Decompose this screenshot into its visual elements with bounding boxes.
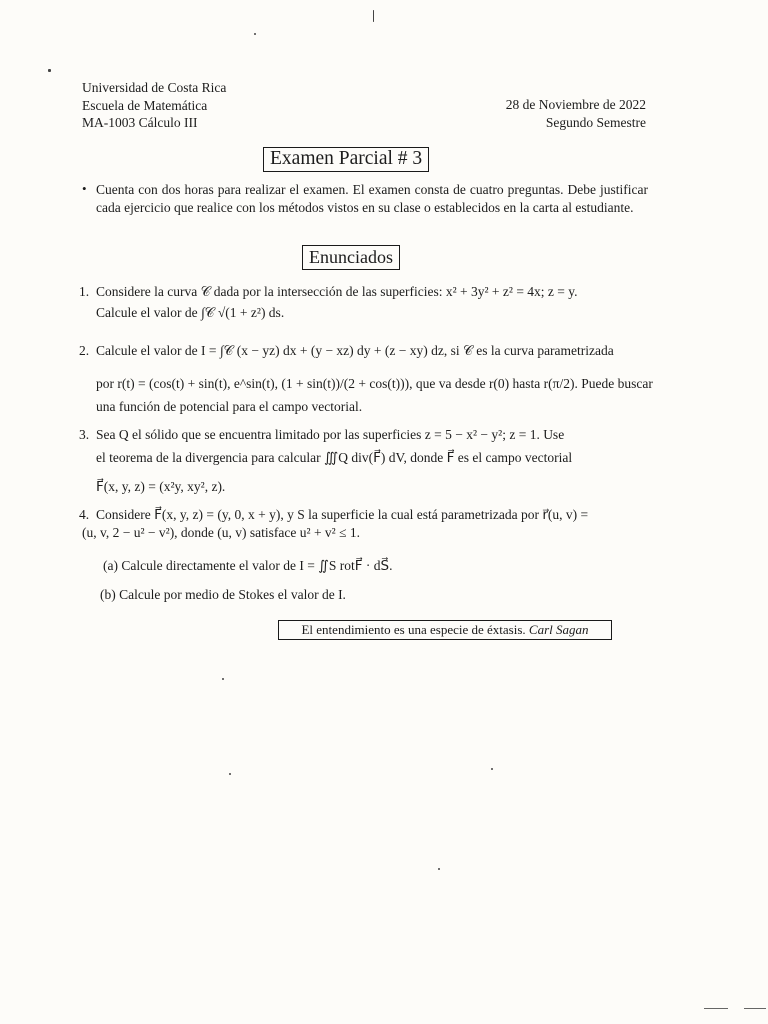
question-text: Considere la curva 𝒞 dada por la intersección de las superficies: x² + 3y² + z² = 4x; z = y. <box>96 284 578 299</box>
question-text <box>96 376 653 392</box>
bullet-icon: • <box>82 181 87 196</box>
question-text-pre: por r(t) = <box>96 376 146 391</box>
scan-speck <box>229 773 231 775</box>
closing-quote <box>278 620 612 640</box>
university-name: Universidad de Costa Rica <box>82 80 227 95</box>
part-a <box>103 558 393 574</box>
question-text-pre: el teorema de la divergencia para calcular <box>96 450 321 465</box>
instructions-text: Cuenta con dos horas para realizar el examen. El examen consta de cuatro preguntas. Debe justificar cada ejercicio que realice con los métodos vistos en su clase o establecidos en la carta al estudiante. <box>96 182 648 215</box>
question-text <box>96 343 614 359</box>
question-text-post: , donde F⃗ es el campo vectorial <box>403 450 573 465</box>
scan-speck <box>254 33 256 35</box>
question-text: Sea Q el sólido que se encuentra limitado por las superficies z = 5 − x² − y²; z = 1. Use <box>96 427 565 442</box>
math-expression: I = ∫𝒞 (x − yz) dx + (y − xz) dy + (z − xy) dz, si 𝒞 es la curva parametrizada <box>200 343 614 358</box>
scan-dash <box>744 1008 766 1009</box>
question-number: 2. <box>79 343 90 358</box>
scan-speck <box>373 10 374 22</box>
exam-date: 28 de Noviembre de 2022 <box>505 97 646 112</box>
part-text: Calcule directamente el valor de <box>121 558 297 573</box>
scan-speck <box>438 868 440 870</box>
part-label: (b) <box>100 587 116 602</box>
part-text: Calcule por medio de Stokes el valor de I. <box>119 587 346 602</box>
header-left <box>82 79 226 132</box>
section-title: Enunciados <box>302 245 400 270</box>
question-text: una función de potencial para el campo vectorial. <box>96 399 363 414</box>
question-number: 1. <box>79 284 90 299</box>
scan-speck <box>491 768 493 770</box>
math-expression: ∭Q div(F⃗) dV <box>324 450 404 465</box>
question-text: Considere F⃗(x, y, z) = (y, 0, x + y), y S la superficie la cual está parametrizada por r⃗(u, v) = <box>96 507 589 522</box>
question-number: 3. <box>79 427 90 442</box>
math-expression: F⃗(x, y, z) = (x²y, xy², z). <box>96 479 226 494</box>
question-text-pre: Calcule el valor de <box>96 343 198 358</box>
math-expression: I = ∬S rotF⃗ · dS⃗. <box>299 558 393 573</box>
question-text <box>96 305 284 321</box>
course-code: MA-1003 Cálculo III <box>82 115 198 130</box>
school-name: Escuela de Matemática <box>82 97 208 113</box>
part-b <box>100 587 346 603</box>
question-text <box>96 450 572 466</box>
question-text-pre: Calcule el valor de <box>96 305 198 320</box>
math-expression: ∫𝒞 √(1 + z²) ds. <box>200 305 285 320</box>
semester: Segundo Semestre <box>545 114 646 130</box>
scan-dash <box>704 1008 728 1009</box>
part-label: (a) <box>103 558 118 573</box>
header-right <box>506 96 646 131</box>
quote-author: Carl Sagan <box>528 622 589 637</box>
question-number: 4. <box>79 507 90 522</box>
question-text-post: , que va desde r(0) hasta r(π/2). Puede buscar <box>409 376 653 391</box>
math-vector: (cos(t) + sin(t), e^sin(t), (1 + sin(t))/(2 + cos(t))) <box>148 376 410 391</box>
exam-title: Examen Parcial # 3 <box>263 147 429 172</box>
question-text: (u, v, 2 − u² − v²), donde (u, v) satisface u² + v² ≤ 1. <box>82 525 361 540</box>
quote-text: El entendimiento es una especie de éxtasis. <box>301 622 526 637</box>
scan-speck <box>48 69 51 72</box>
scan-speck <box>222 678 224 680</box>
